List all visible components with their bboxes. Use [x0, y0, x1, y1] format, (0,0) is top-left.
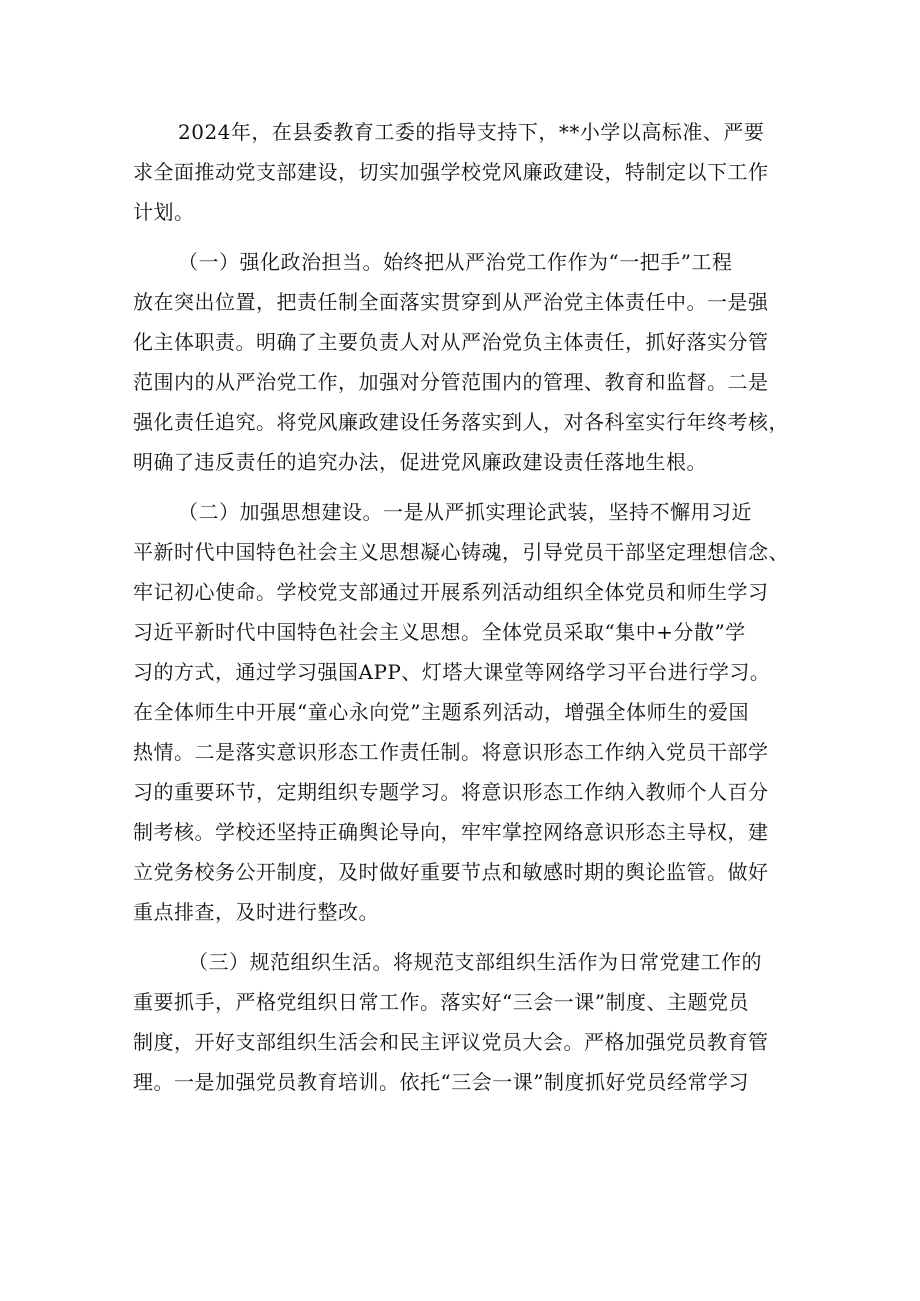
section-1-line-6: 明确了违反责任的追究办法，促进党风廉政建设责任落地生根。 [133, 450, 707, 474]
section-2-line-2: 平新时代中国特色社会主义思想凝心铸魂，引导党员干部坚定理想信念、 [133, 540, 789, 564]
section-1-line-2: 放在突出位置，把责任制全面落实贯穿到从严治党主体责任中。一是强 [133, 290, 769, 314]
paragraph-intro-line-1: 2024年，在县委教育工委的指导支持下，**小学以高标准、严要 [178, 120, 765, 144]
section-1-line-3: 化主体职责。明确了主要负责人对从严治党负主体责任，抓好落实分管 [133, 330, 769, 354]
paragraph-intro-line-3: 计划。 [133, 200, 195, 224]
section-2-line-6: 在全体师生中开展“童心永向党”主题系列活动，增强全体师生的爱国 [133, 700, 749, 724]
section-2-line-11: 重点排查，及时进行整改。 [133, 900, 379, 924]
section-2-line-1: （二）加强思想建设。一是从严抓实理论武装，坚持不懈用习近 [178, 500, 752, 524]
section-2-line-5: 习的方式，通过学习强国APP、灯塔大课堂等网络学习平台进行学习。 [133, 660, 771, 684]
section-2-line-4: 习近平新时代中国特色社会主义思想。全体党员采取“集中+分散”学 [133, 620, 746, 644]
section-2-line-10: 立党务校务公开制度，及时做好重要节点和敏感时期的舆论监管。做好 [133, 860, 769, 884]
section-3-line-1: （三）规范组织生活。将规范支部组织生活作为日常党建工作的 [188, 950, 762, 974]
section-3-line-2: 重要抓手，严格党组织日常工作。落实好“三会一课”制度、主题党员 [133, 990, 749, 1014]
section-2-line-7: 热情。二是落实意识形态工作责任制。将意识形态工作纳入党员干部学 [133, 740, 769, 764]
section-2-line-8: 习的重要环节，定期组织专题学习。将意识形态工作纳入教师个人百分 [133, 780, 769, 804]
paragraph-intro-line-2: 求全面推动党支部建设，切实加强学校党风廉政建设，特制定以下工作 [133, 160, 769, 184]
section-3-line-4: 理。一是加强党员教育培训。依托“三会一课”制度抓好党员经常学习 [133, 1070, 749, 1094]
section-2-line-9: 制考核。学校还坚持正确舆论导向，牢牢掌控网络意识形态主导权，建 [133, 820, 769, 844]
section-1-line-4: 范围内的从严治党工作，加强对分管范围内的管理、教育和监督。二是 [133, 370, 769, 394]
section-2-line-3: 牢记初心使命。学校党支部通过开展系列活动组织全体党员和师生学习 [133, 580, 769, 604]
section-1-line-1: （一）强化政治担当。始终把从严治党工作作为“一把手”工程 [178, 250, 733, 274]
section-3-line-3: 制度，开好支部组织生活会和民主评议党员大会。严格加强党员教育管 [133, 1030, 769, 1054]
section-1-line-5: 强化责任追究。将党风廉政建设任务落实到人，对各科室实行年终考核， [133, 410, 789, 434]
